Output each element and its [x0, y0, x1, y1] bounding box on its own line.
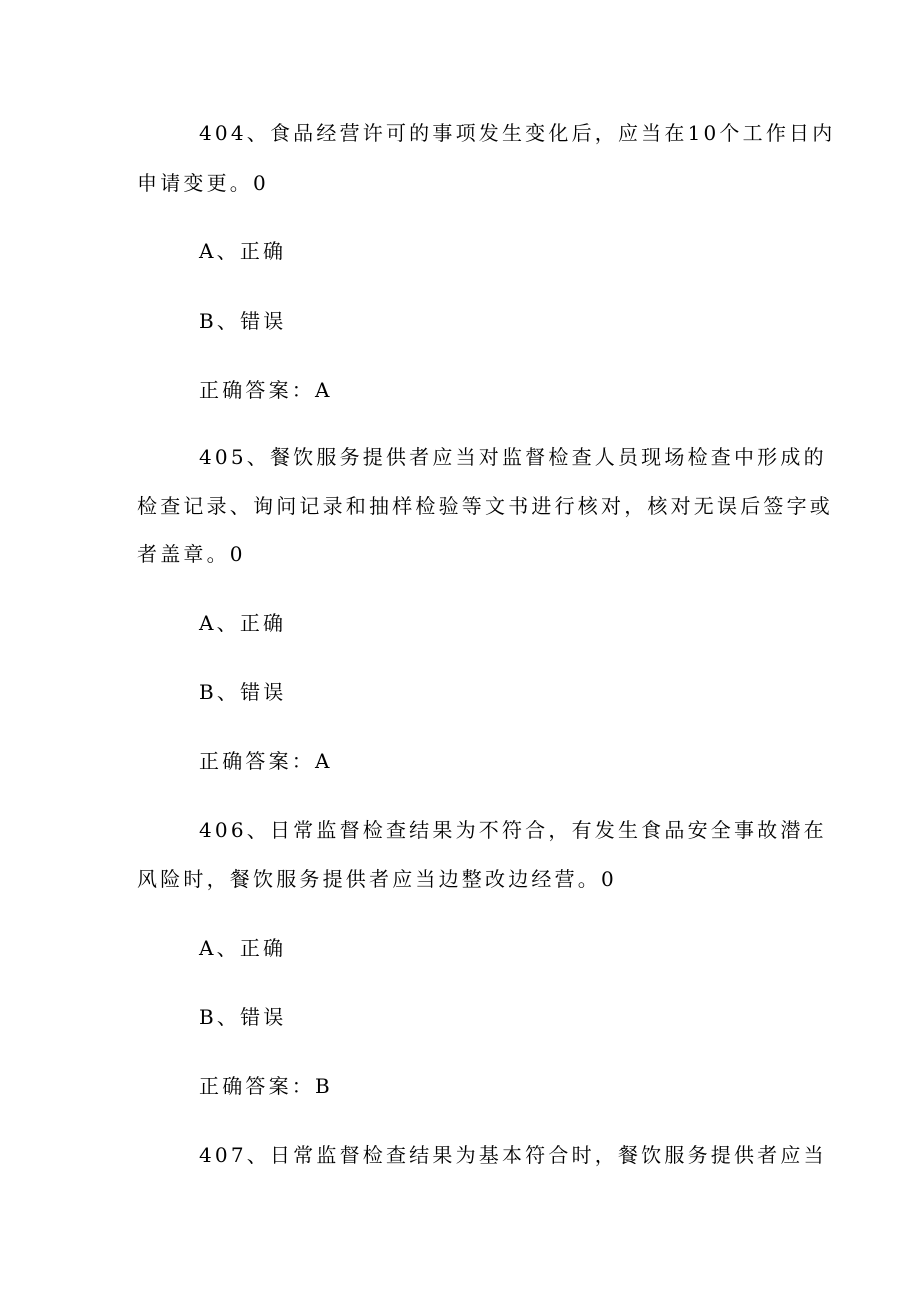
question-406-option-a: A、正确 — [199, 936, 287, 960]
question-405-option-a: A、正确 — [199, 611, 287, 635]
question-404-line-1: 404、食品经营许可的事项发生变化后，应当在10个工作日内 — [199, 121, 836, 145]
question-406-line-1: 406、日常监督检查结果为不符合，有发生食品安全事故潜在 — [199, 818, 827, 842]
question-406-line-2: 风险时，餐饮服务提供者应当边整改边经营。0 — [137, 867, 617, 891]
question-406-option-b: B、错误 — [199, 1005, 287, 1029]
question-404-line-2: 申请变更。0 — [137, 171, 269, 195]
question-404-answer: 正确答案：A — [199, 378, 333, 402]
question-404-option-a: A、正确 — [199, 239, 287, 263]
question-405-answer: 正确答案：A — [199, 749, 333, 773]
question-405-line-3: 者盖章。0 — [137, 542, 246, 566]
question-407-line-1: 407、日常监督检查结果为基本符合时，餐饮服务提供者应当 — [199, 1143, 827, 1167]
question-404-option-b: B、错误 — [199, 309, 287, 333]
question-405-line-2: 检查记录、询问记录和抽样检验等文书进行核对，核对无误后签字或 — [137, 494, 833, 518]
question-405-option-b: B、错误 — [199, 680, 287, 704]
question-405-line-1: 405、餐饮服务提供者应当对监督检查人员现场检查中形成的 — [199, 445, 827, 469]
question-406-answer: 正确答案：B — [199, 1074, 333, 1098]
